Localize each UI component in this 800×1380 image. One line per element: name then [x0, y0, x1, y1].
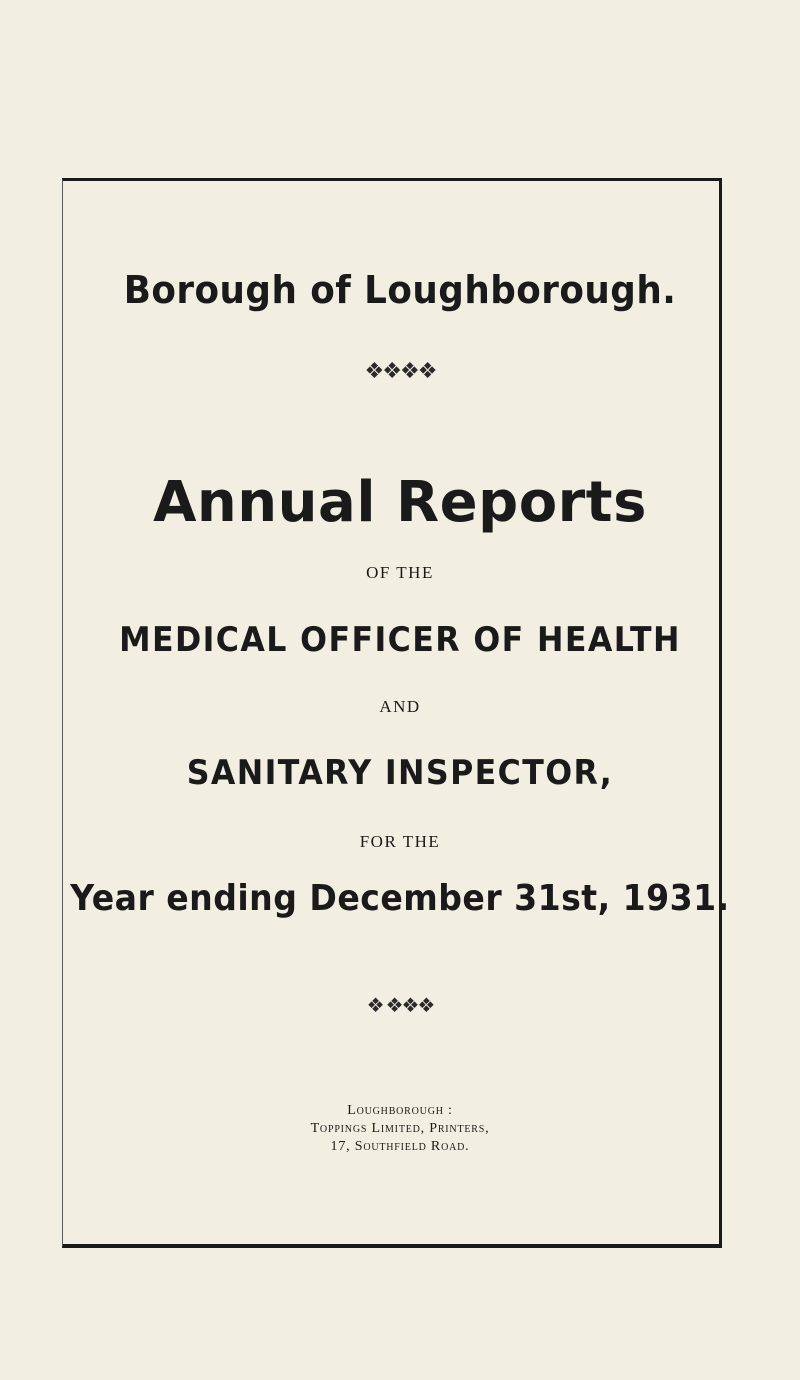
printer-imprint — [0, 1102, 800, 1156]
sanitary-inspector-heading: SANITARY INSPECTOR, — [186, 753, 614, 793]
imprint-address: 17, Southfield Road. — [330, 1139, 470, 1154]
of-the-label: OF THE — [366, 563, 434, 582]
and-label: AND — [379, 697, 421, 716]
for-the-label: FOR THE — [359, 832, 441, 851]
medical-officer-heading: MEDICAL OFFICER OF HEALTH — [119, 620, 681, 660]
ornament-divider-bottom: ❖ ❖❖❖ — [366, 995, 434, 1017]
imprint-place: Loughborough : — [347, 1103, 453, 1118]
borough-title: Borough of Loughborough. — [123, 268, 677, 312]
imprint-printer: Toppings Limited, Printers, — [310, 1121, 490, 1136]
ornament-divider-top: ❖❖❖❖ — [364, 358, 436, 383]
main-title: Annual Reports — [153, 470, 647, 535]
year-ending-heading: Year ending December 31st, 1931. — [70, 878, 730, 919]
